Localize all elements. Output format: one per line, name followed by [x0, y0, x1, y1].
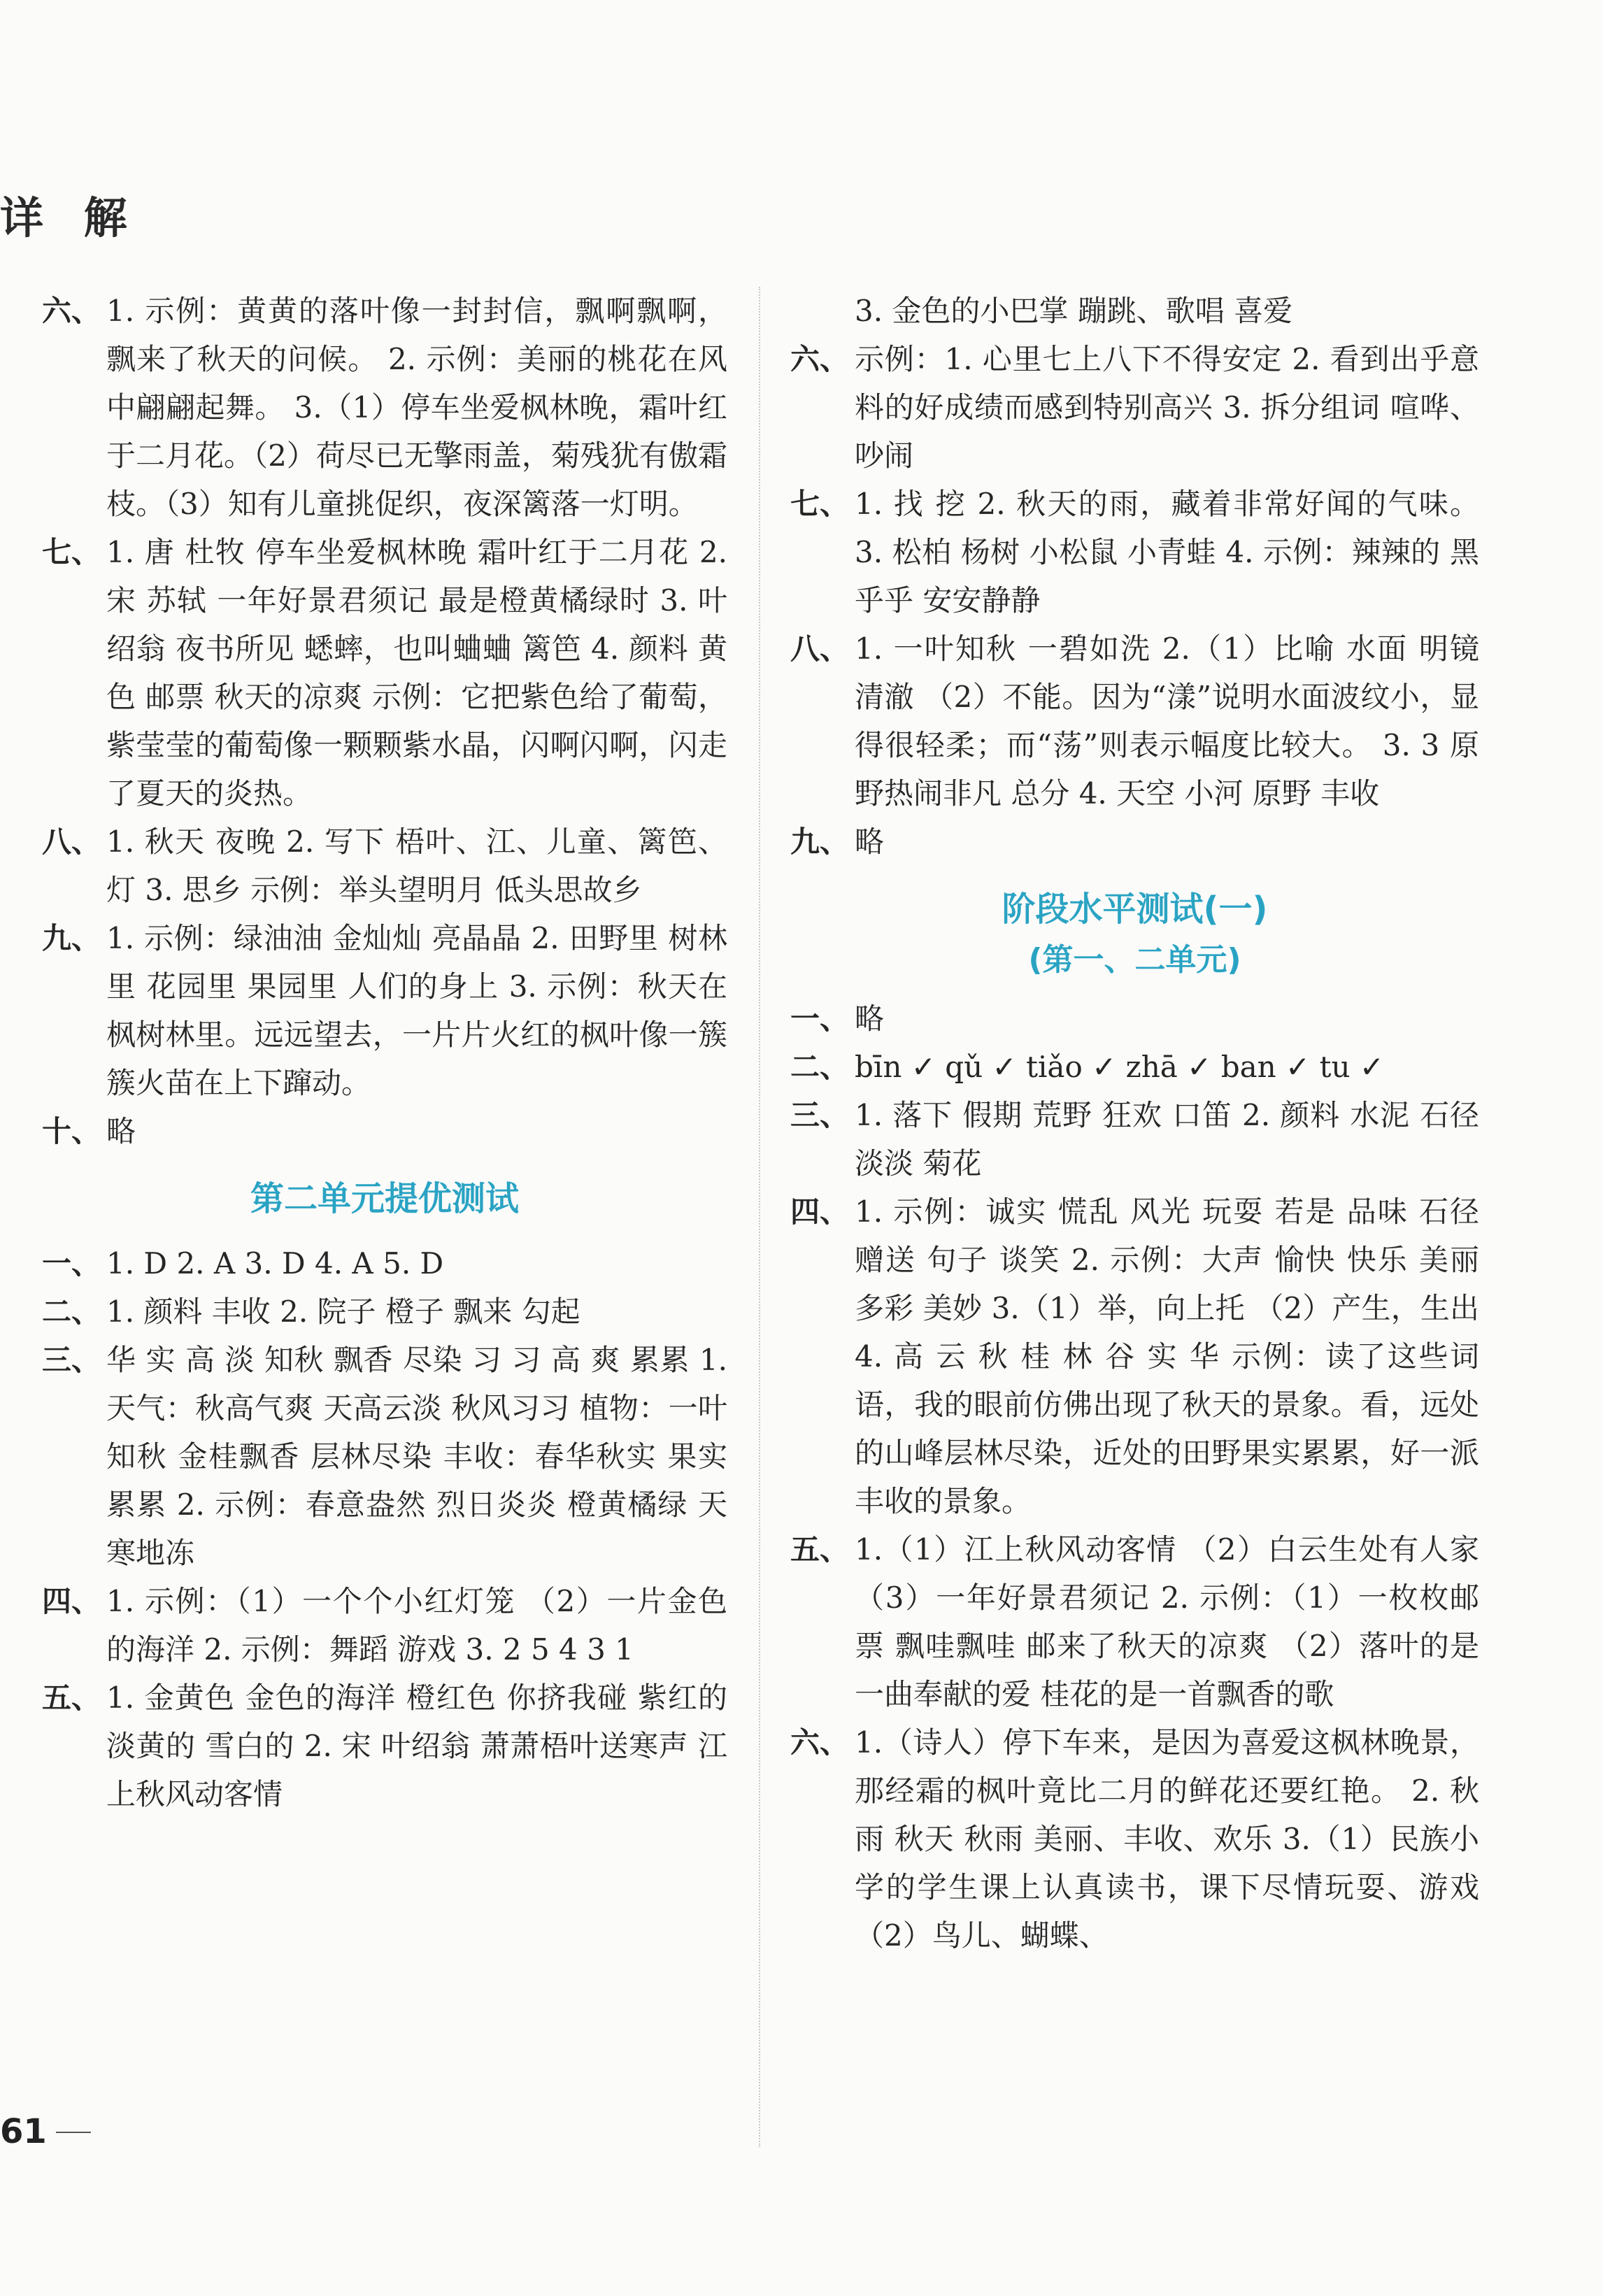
- answer-label: 九、: [42, 921, 101, 955]
- answer-text: 1. 唐 杜牧 停车坐爱枫林晚 霜叶红于二月花 2. 宋 苏轼 一年好景君须记 最是橙黄橘绿时 3. 叶绍翁 夜书所见 蟋蟀，也叫蛐蛐 篱笆 4. 颜料 黄色 邮票 秋天的凉爽 示例：它把紫色给了葡萄，紫莹莹的葡萄像一颗颗紫水晶，闪啊闪啊，闪走了夏天的炎热。: [106, 535, 727, 811]
- answer-item: [42, 528, 727, 818]
- answer-label: 一、: [42, 1246, 101, 1281]
- answer-text: 1. 找 挖 2. 秋天的雨，藏着非常好闻的气味。 3. 松柏 杨树 小松鼠 小青蛙 4. 示例：辣辣的 黑乎乎 安安静静: [855, 487, 1479, 618]
- answer-label: 七、: [790, 487, 850, 521]
- answer-text: 1. 落下 假期 荒野 狂欢 口笛 2. 颜料 水泥 石径 淡淡 菊花: [855, 1098, 1479, 1181]
- answer-item: [790, 994, 1479, 1043]
- answer-text: 略: [855, 1001, 885, 1036]
- answer-label: 十、: [42, 1114, 101, 1148]
- answer-label: 八、: [42, 825, 101, 859]
- answer-label: 五、: [790, 1532, 850, 1567]
- answer-label: 一、: [790, 1001, 850, 1036]
- answer-text: 华 实 高 淡 知秋 飘香 尽染 习 习 高 爽 累累 1. 天气：秋高气爽 天高云淡 秋风习习 植物：一叶知秋 金桂飘香 层林尽染 丰收：春华秋实 果实累累 2. 示例：春意盎然 烈日炎炎 橙黄橘绿 天寒地冻: [106, 1343, 727, 1570]
- answer-item: [42, 1239, 727, 1288]
- answer-text: bīn ✓ qǔ ✓ tiǎo ✓ zhā ✓ ban ✓ tu ✓: [855, 1050, 1385, 1084]
- answer-text: 1. 秋天 夜晚 2. 写下 梧叶、江、儿童、篱笆、灯 3. 思乡 示例：举头望明月 低头思故乡: [106, 825, 727, 907]
- answer-label: 四、: [42, 1584, 101, 1618]
- answer-item: [790, 1188, 1479, 1525]
- answer-text: 1. 示例：（1）一个个小红灯笼 （2）一片金色的海洋 2. 示例：舞蹈 游戏 3. 2 5 4 3 1: [106, 1584, 727, 1667]
- answer-label: 三、: [42, 1343, 101, 1377]
- answer-label: 六、: [42, 294, 101, 328]
- answer-item: [42, 914, 727, 1107]
- answer-text: 1. 示例：绿油油 金灿灿 亮晶晶 2. 田野里 树林里 花园里 果园里 人们的身上 3. 示例：秋天在枫树林里。远远望去，一片片火红的枫叶像一簇簇火苗在上下蹿动。: [106, 921, 727, 1100]
- answer-item: [790, 480, 1479, 625]
- answer-text: 1.（1）江上秋风动客情 （2）白云生处有人家 （3）一年好景君须记 2. 示例：（1）一枚枚邮票 飘哇飘哇 邮来了秋天的凉爽 （2）落叶的是一曲奉献的爱 桂花的是一首飘香的歌: [855, 1532, 1479, 1711]
- answer-label: 二、: [790, 1050, 850, 1084]
- answer-item: [42, 1336, 727, 1577]
- answer-text: 1. 示例：黄黄的落叶像一封封信，飘啊飘啊，飘来了秋天的问候。 2. 示例：美丽的桃花在风中翩翩起舞。 3.（1）停车坐爱枫林晚，霜叶红于二月花。（2）荷尽已无擎雨盖，菊残犹有傲霜枝。（3）知有儿童挑促织，夜深篱落一灯明。: [106, 294, 727, 521]
- answer-text: 示例：1. 心里七上八下不得安定 2. 看到出乎意料的好成绩而感到特别高兴 3. 拆分组词 喧哗、吵闹: [855, 342, 1479, 473]
- answer-item: [42, 287, 727, 528]
- answer-text: 1. D 2. A 3. D 4. A 5. D: [106, 1246, 444, 1281]
- page-number-rule: [56, 2132, 91, 2133]
- right-column: [790, 287, 1479, 1960]
- answer-text: 1. 一叶知秋 一碧如洗 2.（1）比喻 水面 明镜 清澈 （2）不能。因为“漾”说明水面波纹小，显得很轻柔；而“荡”则表示幅度比较大。 3. 3 原野热闹非凡 总分 4. 天空 小河 原野 丰收: [855, 632, 1479, 811]
- answer-item: [42, 818, 727, 914]
- left-column: [42, 287, 727, 1818]
- answer-label: 六、: [790, 342, 850, 376]
- answer-text: 略: [106, 1114, 136, 1148]
- answer-label: 八、: [790, 632, 850, 666]
- page-number: 61: [0, 2112, 47, 2151]
- answer-item: [42, 1674, 727, 1818]
- answer-label: 九、: [790, 825, 850, 859]
- section-title-unit2: 第二单元提优测试: [250, 1179, 519, 1218]
- answer-label: 六、: [790, 1725, 850, 1760]
- answer-label: 二、: [42, 1295, 101, 1329]
- answer-item: [42, 1288, 727, 1336]
- answer-item: [790, 625, 1479, 818]
- answer-label: 七、: [42, 535, 101, 569]
- answer-item: [790, 1525, 1479, 1718]
- page-header-title: 详 解: [0, 192, 140, 243]
- answer-continuation: 3. 金色的小巴掌 蹦跳、歌唱 喜爱: [855, 294, 1293, 328]
- answer-item: [42, 1577, 727, 1674]
- answer-item: [790, 335, 1479, 480]
- answer-text: 略: [855, 825, 885, 859]
- answer-label: 四、: [790, 1195, 850, 1229]
- answer-item: [790, 1043, 1479, 1091]
- answer-item: [790, 1718, 1479, 1960]
- answer-label: 三、: [790, 1098, 850, 1132]
- section-title-stage1: 阶段水平测试(一): [1002, 890, 1268, 929]
- answer-item: [790, 1091, 1479, 1188]
- answer-label: 五、: [42, 1681, 101, 1715]
- answer-text: 1. 颜料 丰收 2. 院子 橙子 飘来 勾起: [106, 1295, 580, 1329]
- section-subtitle-stage1: (第一、二单元): [1028, 942, 1241, 978]
- column-divider: [759, 287, 760, 2147]
- answer-text: 1. 示例：诚实 慌乱 风光 玩耍 若是 品味 石径 赠送 句子 谈笑 2. 示例：大声 愉快 快乐 美丽 多彩 美妙 3.（1）举，向上托 （2）产生，生出 4. 高 云 秋 桂 林 谷 实 华 示例：读了这些词语，我的眼前仿佛出现了秋天的景象。看，远处的山峰层林尽染，近处的田野果实累累，好一派丰收的景象。: [855, 1195, 1479, 1518]
- answer-text: 1. 金黄色 金色的海洋 橙红色 你挤我碰 紫红的 淡黄的 雪白的 2. 宋 叶绍翁 萧萧梧叶送寒声 江上秋风动客情: [106, 1681, 727, 1811]
- answer-item: [790, 818, 1479, 866]
- answer-item: [42, 1107, 727, 1155]
- answer-text: 1.（诗人）停下车来，是因为喜爱这枫林晚景，那经霜的枫叶竟比二月的鲜花还要红艳。 2. 秋雨 秋天 秋雨 美丽、丰收、欢乐 3.（1）民族小学的学生课上认真读书，课下尽情玩耍、游戏 （2）鸟儿、蝴蝶、: [855, 1725, 1479, 1953]
